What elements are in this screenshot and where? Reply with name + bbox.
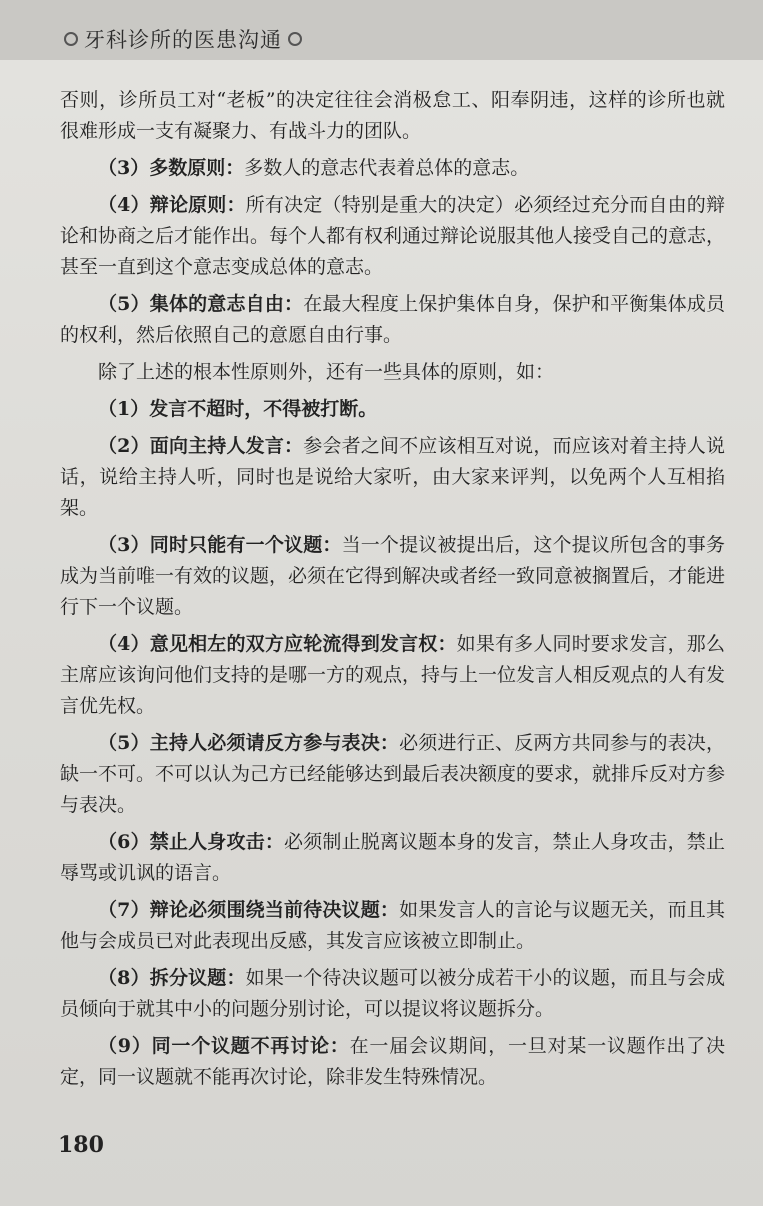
paragraph-text: 参会者之间不应该相互对说，而应该对着主持人说话，说给主持人听，同时也是说给大家听，由大家来评判，以免两个人互相掐架。: [60, 435, 725, 519]
paragraph: [60, 728, 725, 821]
paragraph: [60, 629, 725, 722]
paragraph-heading: （4）意见相左的双方应轮流得到发言权：: [98, 633, 457, 655]
paragraph-text: 否则，诊所员工对“老板”的决定往往会消极怠工、阳奉阴违，这样的诊所也就很难形成一支有凝聚力、有战斗力的团队。: [60, 89, 725, 142]
header-title: [58, 24, 308, 54]
header-title-text: 牙科诊所的医患沟通: [84, 28, 282, 52]
paragraph-heading: （7）辩论必须围绕当前待决议题：: [98, 899, 400, 921]
paragraph: [60, 895, 725, 957]
running-header: [0, 0, 763, 60]
paragraph-text: 如果一个待决议题可以被分成若干小的议题，而且与会成员倾向于就其中小的问题分别讨论，可以提议将议题拆分。: [60, 967, 725, 1020]
paragraph-text: 在一届会议期间，一旦对某一议题作出了决定，同一议题就不能再次讨论，除非发生特殊情况。: [60, 1035, 725, 1088]
paragraph-heading: （5）主持人必须请反方参与表决：: [98, 732, 400, 754]
paragraph: [60, 85, 725, 147]
paragraph-text: 当一个提议被提出后，这个提议所包含的事务成为当前唯一有效的议题，必须在它得到解决或者经一致同意被搁置后，才能进行下一个议题。: [60, 534, 726, 618]
paragraph: [60, 153, 725, 184]
paragraph: [60, 190, 725, 283]
paragraph: [60, 431, 725, 524]
body-text: [60, 85, 725, 1099]
paragraph-heading: （8）拆分议题：: [98, 967, 246, 989]
paragraph-text: 必须进行正、反两方共同参与的表决，缺一不可。不可以认为己方已经能够达到最后表决额度的要求，就排斥反对方参与表决。: [60, 732, 726, 816]
paragraph-text: 如果发言人的言论与议题无关，而且其他与会成员已对此表现出反感，其发言应该被立即制止。: [60, 899, 725, 952]
paragraph-text: 如果有多人同时要求发言，那么主席应该询问他们支持的是哪一方的观点，持与上一位发言人相反观点的人有发言优先权。: [60, 633, 726, 717]
paragraph-heading: （1）发言不超时，不得被打断。: [98, 398, 378, 420]
paragraph-heading: （3）多数原则：: [98, 157, 245, 179]
paragraph-text: 多数人的意志代表着总体的意志。: [244, 157, 530, 179]
paragraph: [60, 827, 725, 889]
ring-icon: [64, 32, 78, 46]
paragraph: [60, 289, 725, 351]
paragraph-heading: （3）同时只能有一个议题：: [98, 534, 342, 556]
page-number: 180: [58, 1132, 104, 1158]
paragraph: [60, 1031, 725, 1093]
paragraph-text: 在最大程度上保护集体自身，保护和平衡集体成员的权利，然后依照自己的意愿自由行事。: [60, 293, 725, 346]
paragraph-heading: （6）禁止人身攻击：: [98, 831, 285, 853]
paragraph-text: 必须制止脱离议题本身的发言，禁止人身攻击，禁止辱骂或讥讽的语言。: [60, 831, 725, 884]
paragraph: [60, 963, 725, 1025]
paragraph-text: 所有决定（特别是重大的决定）必须经过充分而自由的辩论和协商之后才能作出。每个人都有权利通过辩论说服其他人接受自己的意志，甚至一直到这个意志变成总体的意志。: [60, 194, 726, 278]
paragraph-heading: （2）面向主持人发言：: [98, 435, 304, 457]
paragraph-heading: （4）辩论原则：: [98, 194, 246, 216]
paragraph-heading: （9）同一个议题不再讨论：: [98, 1035, 350, 1057]
paragraph-text: 除了上述的根本性原则外，还有一些具体的原则，如：: [98, 361, 555, 383]
paragraph-heading: （5）集体的意志自由：: [98, 293, 304, 315]
paragraph: [60, 530, 725, 623]
paragraph: [60, 394, 725, 425]
paragraph: [60, 357, 725, 388]
ring-icon: [288, 32, 302, 46]
